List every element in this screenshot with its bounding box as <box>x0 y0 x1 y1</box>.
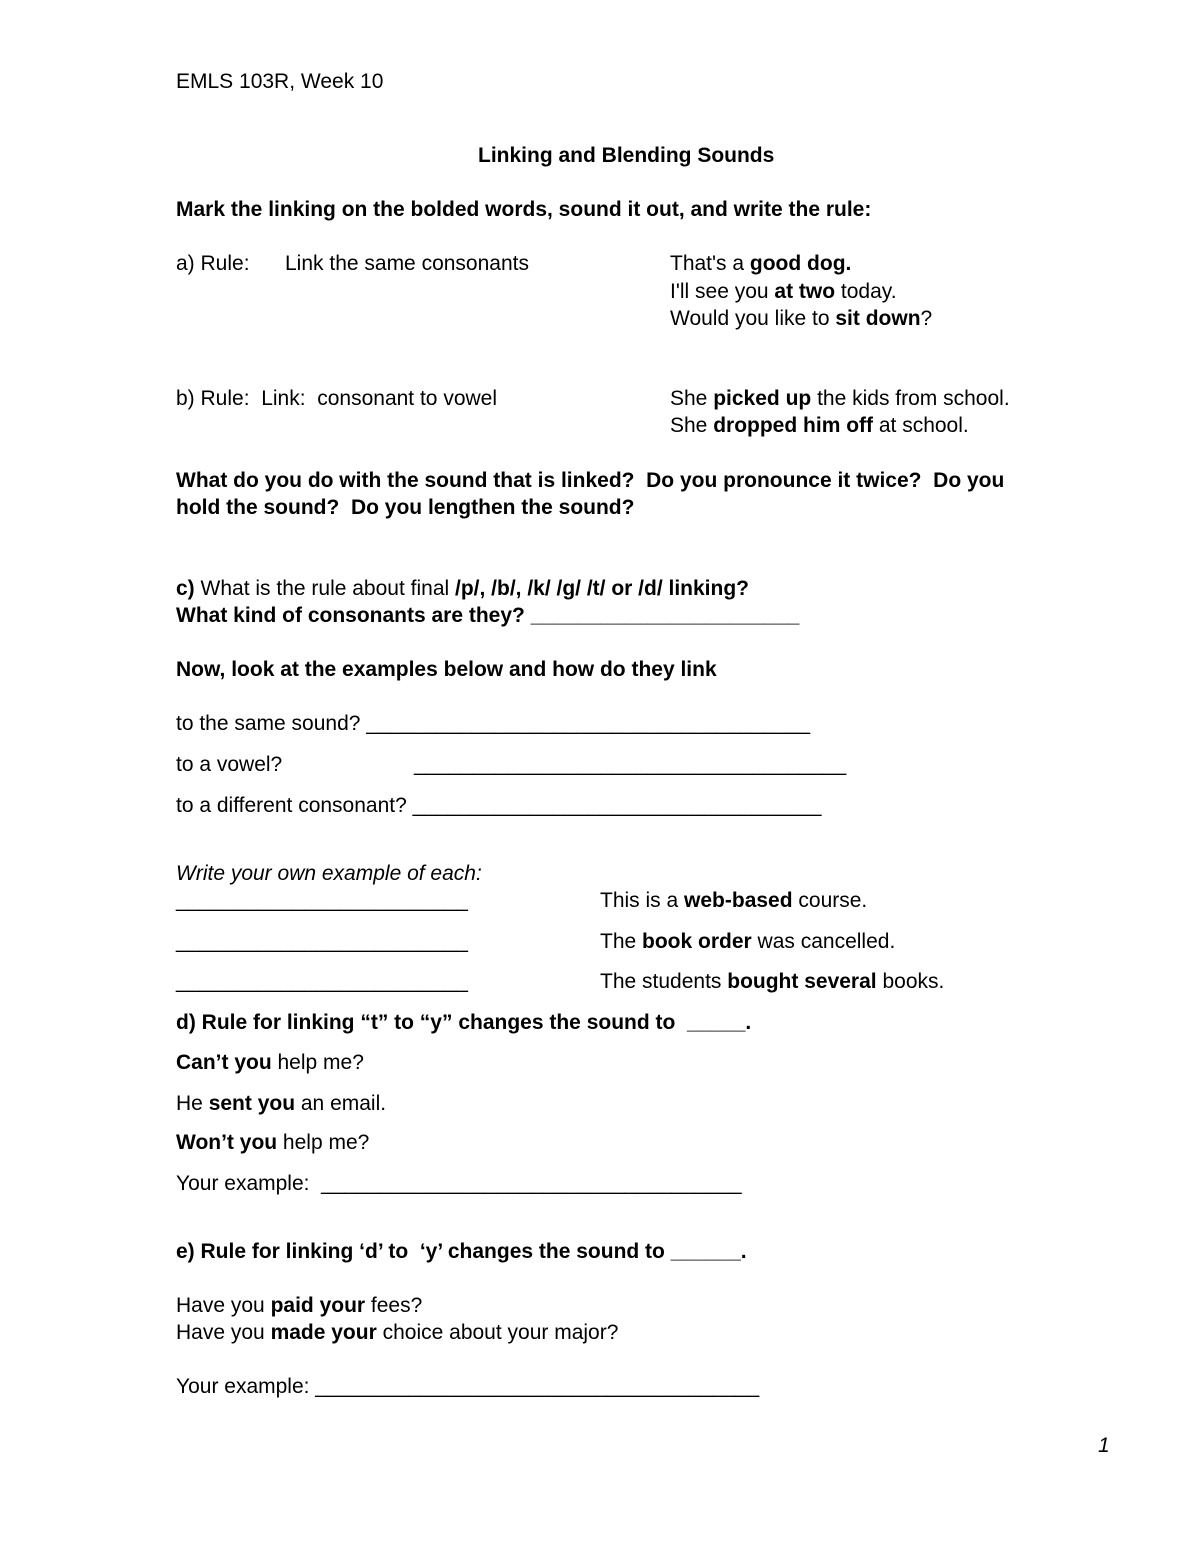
section-c-now-look: Now, look at the examples below and how do they link <box>176 658 717 681</box>
section-b-example: She picked up the kids from school. <box>670 387 1010 410</box>
header-course: EMLS 103R, Week 10 <box>176 70 384 93</box>
section-b-label: b) Rule: Link: consonant to vowel <box>176 387 498 410</box>
own-example-row: This is a web-based course. <box>600 889 868 912</box>
section-c-kind-question: What kind of consonants are they? _______________________ <box>176 604 800 627</box>
section-d-your-example: Your example: ____________________________________ <box>176 1172 742 1195</box>
page-number: 1 <box>1098 1434 1110 1457</box>
section-d-example: Won’t you help me? <box>176 1131 370 1154</box>
vowel-question: to a vowel? <box>176 753 283 776</box>
section-a-example: Would you like to sit down? <box>670 307 933 330</box>
section-e-your-example: Your example: ______________________________________ <box>176 1375 760 1398</box>
section-a-label: a) Rule: <box>176 252 250 275</box>
own-example-heading: Write your own example of each: <box>176 862 482 885</box>
section-b-example: She dropped him off at school. <box>670 414 969 437</box>
section-d-example: Can’t you help me? <box>176 1051 364 1074</box>
section-c-question: c) What is the rule about final /p/, /b/, /k/ /g/ /t/ or /d/ linking? <box>176 577 749 600</box>
different-consonant-question: to a different consonant? ___________________________________ <box>176 794 822 817</box>
same-sound-question: to the same sound? ______________________________________ <box>176 712 811 735</box>
vowel-blank: _____________________________________ <box>414 753 847 776</box>
own-example-row: The book order was cancelled. <box>600 930 896 953</box>
linking-question: hold the sound? Do you lengthen the sound? <box>176 496 635 519</box>
own-example-row: The students bought several books. <box>600 970 945 993</box>
section-a-example: That's a good dog. <box>670 252 852 275</box>
section-a-example: I'll see you at two today. <box>670 280 897 303</box>
section-e-heading: e) Rule for linking ‘d’ to ‘y’ changes the sound to ______. <box>176 1240 747 1263</box>
page-title: Linking and Blending Sounds <box>478 144 775 167</box>
own-example-blank: _________________________ <box>176 930 468 953</box>
section-a-rule: Link the same consonants <box>285 252 529 275</box>
section-e-example: Have you paid your fees? <box>176 1294 423 1317</box>
section-d-example: He sent you an email. <box>176 1092 387 1115</box>
own-example-blank: _________________________ <box>176 970 468 993</box>
linking-question: What do you do with the sound that is linked? Do you pronounce it twice? Do you <box>176 469 1005 492</box>
own-example-blank: _________________________ <box>176 889 468 912</box>
section-e-example: Have you made your choice about your major? <box>176 1321 619 1344</box>
instruction: Mark the linking on the bolded words, sound it out, and write the rule: <box>176 198 872 221</box>
section-d-heading: d) Rule for linking “t” to “y” changes the sound to _____. <box>176 1011 752 1034</box>
